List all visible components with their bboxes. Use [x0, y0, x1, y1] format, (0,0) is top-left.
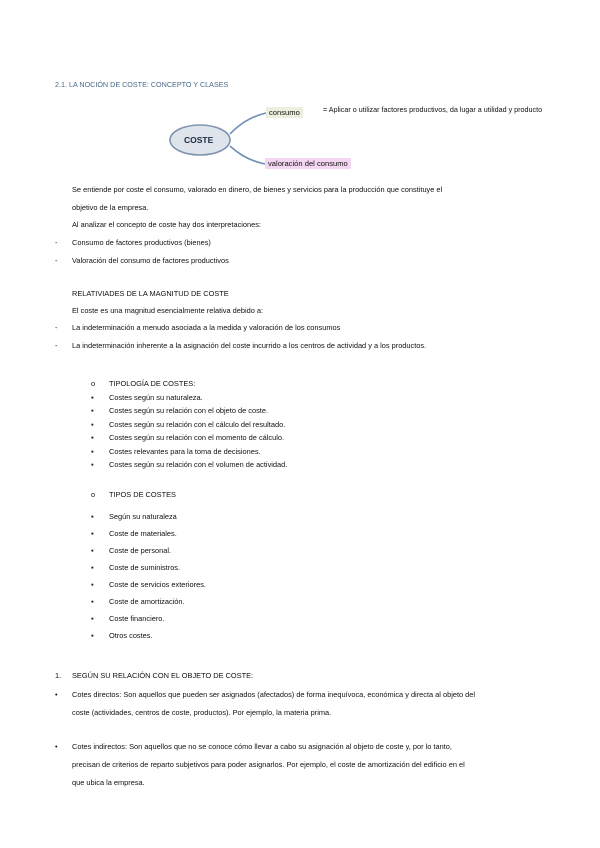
diagram-note: = Aplicar o utilizar factores productivos, da lugar a utilidad y producto — [323, 105, 543, 114]
dot-bullet: • — [55, 690, 58, 699]
square-bullet: ▪ — [91, 546, 94, 555]
tipos-item: Coste de personal. — [109, 546, 172, 555]
indirectos-line-1: Cotes indirectos: Son aquellos que no se conoce cómo llevar a cabo su asignación al objeto de coste y, por lo tanto, — [72, 742, 452, 751]
circle-bullet: o — [91, 490, 96, 499]
tipologia-item: Costes según su relación con el cálculo del resultado. — [109, 420, 286, 429]
tipologia-item: Costes según su relación con el objeto de coste. — [109, 406, 268, 415]
tipos-item: Según su naturaleza — [109, 512, 177, 521]
branch-valoracion: valoración del consumo — [265, 158, 351, 169]
square-bullet: ▪ — [91, 631, 94, 640]
dash-bullet: - — [55, 323, 58, 332]
intro-line-3: Al analizar el concepto de coste hay dos interpretaciones: — [72, 220, 261, 229]
tipologia-heading: TIPOLOGÍA DE COSTES: — [109, 379, 196, 388]
tipos-item: Coste de materiales. — [109, 529, 177, 538]
square-bullet: ▪ — [91, 597, 94, 606]
tipos-item: Otros costes. — [109, 631, 153, 640]
section-title: 2.1. LA NOCIÓN DE COSTE: CONCEPTO Y CLASES — [55, 80, 229, 89]
square-bullet: ▪ — [91, 614, 94, 623]
branch-line-bottom — [230, 146, 265, 164]
tipos-item: Coste de suministros. — [109, 563, 181, 572]
dash-bullet: - — [55, 238, 58, 247]
square-bullet: ▪ — [91, 447, 94, 456]
circle-bullet: o — [91, 379, 96, 388]
directos-line-2: coste (actividades, centros de coste, productos). Por ejemplo, la materia prima. — [72, 708, 332, 717]
indirectos-line-3: que ubica la empresa. — [72, 778, 145, 787]
relatividades-heading: RELATIVIADES DE LA MAGNITUD DE COSTE — [72, 289, 229, 298]
square-bullet: ▪ — [91, 393, 94, 402]
tipologia-item: Costes según su relación con el volumen de actividad. — [109, 460, 288, 469]
relatividades-intro: El coste es una magnitud esencialmente relativa debido a: — [72, 306, 264, 315]
indirectos-line-2: precisan de criterios de reparto subjetivos para poder asignarlos. Por ejemplo, el coste de amortización del edificio en el — [72, 760, 465, 769]
tipos-item: Coste de servicios exteriores. — [109, 580, 206, 589]
square-bullet: ▪ — [91, 406, 94, 415]
square-bullet: ▪ — [91, 563, 94, 572]
square-bullet: ▪ — [91, 529, 94, 538]
square-bullet: ▪ — [91, 433, 94, 442]
dash-bullet: - — [55, 341, 58, 350]
square-bullet: ▪ — [91, 512, 94, 521]
relatividades-item: La indeterminación inherente a la asignación del coste incurrido a los centros de actividad y a los productos. — [72, 341, 427, 350]
square-bullet: ▪ — [91, 460, 94, 469]
tipologia-item: Costes según su relación con el momento de cálculo. — [109, 433, 285, 442]
branch-line-top — [230, 113, 266, 134]
intro-line-2: objetivo de la empresa. — [72, 203, 149, 212]
intro-item: Valoración del consumo de factores productivos — [72, 256, 229, 265]
tipos-item: Coste financiero. — [109, 614, 165, 623]
dot-bullet: • — [55, 742, 58, 751]
tipos-heading: TIPOS DE COSTES — [109, 490, 176, 499]
tipologia-item: Costes relevantes para la toma de decisiones. — [109, 447, 261, 456]
tipologia-item: Costes según su naturaleza. — [109, 393, 203, 402]
square-bullet: ▪ — [91, 580, 94, 589]
intro-item: Consumo de factores productivos (bienes) — [72, 238, 211, 247]
square-bullet: ▪ — [91, 420, 94, 429]
branch-consumo: consumo — [266, 107, 303, 118]
tipos-item: Coste de amortización. — [109, 597, 185, 606]
relatividades-item: La indeterminación a menudo asociada a la medida y valoración de los consumos — [72, 323, 341, 332]
section1-heading: SEGÚN SU RELACIÓN CON EL OBJETO DE COSTE: — [72, 671, 254, 680]
coste-label: COSTE — [184, 135, 214, 145]
section-number: 1. — [55, 671, 62, 680]
directos-line-1: Cotes directos: Son aquellos que pueden ser asignados (afectados) de forma inequívoca, económica y directa al objeto del — [72, 690, 476, 699]
dash-bullet: - — [55, 256, 58, 265]
intro-line-1: Se entiende por coste el consumo, valorado en dinero, de bienes y servicios para la producción que constituye el — [72, 185, 443, 194]
